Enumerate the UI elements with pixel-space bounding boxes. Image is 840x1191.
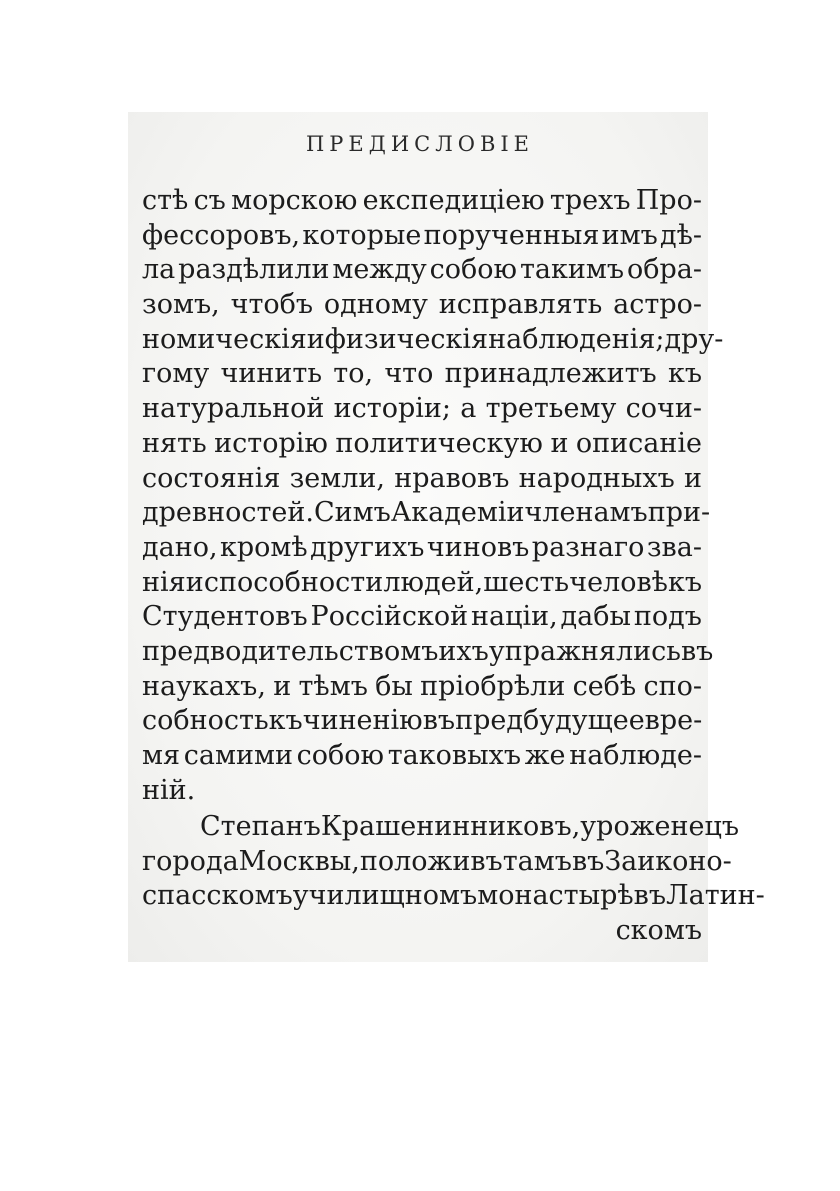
running-header: ПРЕДИСЛОВІЕ — [305, 132, 535, 156]
word: себѣ — [572, 670, 637, 702]
text-line — [142, 288, 702, 323]
word: тѣмъ — [298, 670, 368, 702]
word: експедиціею — [362, 185, 545, 216]
word: собою — [429, 254, 518, 286]
word: фессоровъ, — [142, 219, 301, 251]
word: скомъ — [615, 915, 702, 947]
word: состоянія — [142, 462, 281, 494]
word: мя — [142, 740, 181, 771]
word: съ — [193, 185, 226, 216]
text-line — [142, 253, 702, 288]
text-line — [142, 845, 732, 880]
word: предбудущее — [455, 705, 645, 737]
text-line — [142, 219, 702, 254]
text-line — [142, 704, 702, 739]
text-line — [142, 427, 702, 462]
word: что — [384, 358, 434, 390]
word: а — [460, 393, 477, 425]
text-line — [142, 635, 714, 670]
word: Россійской — [310, 601, 469, 633]
word: обра- — [626, 254, 702, 286]
word: древностей. — [142, 497, 314, 529]
word: порученныя — [423, 219, 600, 251]
text-line — [142, 566, 702, 601]
word: и — [683, 462, 702, 494]
paragraph-1 — [142, 184, 724, 808]
word: между — [332, 254, 427, 286]
word: то, — [333, 358, 374, 390]
word: чинить — [220, 358, 323, 390]
word: Латин- — [666, 880, 765, 912]
word: училищномъ — [292, 880, 478, 912]
word: ихъ — [438, 635, 489, 667]
text-line — [142, 914, 702, 949]
word: дабы — [560, 601, 632, 633]
text-line — [142, 810, 740, 845]
word: которые — [302, 219, 422, 251]
word: разнаго — [531, 531, 645, 563]
word: бы — [375, 670, 413, 702]
word: пріобрѣли — [420, 670, 566, 702]
word: предводительствомъ — [142, 635, 439, 667]
word: подъ — [633, 601, 702, 633]
word: астро- — [613, 289, 702, 321]
word: нія — [142, 566, 186, 598]
word: одному — [323, 289, 428, 321]
word: тамъ — [502, 845, 572, 877]
word: и — [550, 427, 569, 459]
word: человѣкъ — [569, 566, 702, 598]
word: въ — [422, 705, 456, 737]
word: политическую — [335, 427, 543, 459]
text-line — [142, 739, 702, 774]
word: чтобъ — [230, 289, 314, 321]
word: исторіи; — [333, 393, 451, 425]
word: шесть — [483, 566, 570, 598]
word: морскою — [231, 185, 358, 216]
word: номическія — [142, 323, 307, 355]
word: Симъ — [313, 497, 391, 529]
word: принадлежитъ — [444, 358, 657, 390]
text-line — [142, 600, 702, 635]
text-line — [142, 392, 702, 427]
word: Академіи — [390, 497, 525, 529]
paragraph-2 — [142, 810, 765, 949]
word: людей, — [383, 566, 484, 598]
text-line — [142, 323, 724, 358]
word: въ — [680, 635, 714, 667]
word: стѣ — [142, 185, 189, 216]
word: гому — [142, 358, 210, 390]
word: ній. — [142, 774, 196, 806]
word: наукахъ, — [142, 670, 266, 702]
word: собою — [296, 740, 385, 771]
text-line — [142, 531, 702, 566]
word: вре- — [644, 705, 703, 737]
word: въ — [633, 880, 667, 912]
word: Степанъ — [200, 811, 321, 842]
word: исправлять — [438, 289, 603, 321]
word: другихъ — [310, 531, 425, 563]
word: Студентовъ — [142, 601, 308, 633]
word: спасскомъ — [142, 880, 293, 912]
word: положивъ — [359, 845, 503, 877]
word: упражнялись — [488, 635, 681, 667]
word: Москвы, — [238, 845, 360, 877]
word: самими — [183, 740, 293, 771]
text-line — [142, 184, 702, 219]
word: націи, — [470, 601, 558, 633]
word: города — [142, 845, 239, 877]
text-line — [142, 496, 711, 531]
text-line — [142, 670, 702, 705]
word: дру- — [664, 323, 724, 355]
word: Крашенинниковъ, — [320, 811, 581, 842]
word: же — [524, 740, 566, 771]
word: при- — [647, 497, 711, 529]
word: наблюде- — [569, 740, 702, 771]
word: зва- — [646, 531, 702, 563]
word: натуральной — [142, 393, 325, 425]
word: народныхъ — [518, 462, 675, 494]
word: членамъ — [524, 497, 648, 529]
word: трехъ — [549, 185, 631, 216]
word: Заиконо- — [604, 845, 732, 877]
word: чиненію — [302, 705, 423, 737]
text-line — [142, 774, 702, 809]
word: таковыхъ — [387, 740, 521, 771]
word: имъ — [601, 219, 658, 251]
word: ла — [142, 254, 176, 286]
word: физическія — [324, 323, 489, 355]
word: кромѣ — [219, 531, 308, 563]
word: монастырѣ — [477, 880, 634, 912]
word: способности — [203, 566, 384, 598]
word: дано, — [142, 531, 218, 563]
word: наблюденія; — [488, 323, 665, 355]
word: нять — [142, 427, 207, 459]
word: нравовъ — [394, 462, 510, 494]
word: собность — [142, 705, 269, 737]
word: къ — [667, 358, 702, 390]
word: и — [306, 323, 325, 355]
word: дѣ- — [659, 219, 702, 251]
word: и — [185, 566, 204, 598]
word: уроженецъ — [580, 811, 740, 842]
word: зомъ, — [142, 289, 220, 321]
word: такимъ — [519, 254, 625, 286]
word: земли, — [289, 462, 386, 494]
text-line — [142, 462, 702, 497]
word: третьему — [485, 393, 617, 425]
word: и — [273, 670, 292, 702]
word: чиновъ — [426, 531, 530, 563]
word: Про- — [635, 185, 702, 216]
word: сочи- — [625, 393, 702, 425]
word: исторію — [214, 427, 328, 459]
word: спо- — [643, 670, 702, 702]
text-line — [142, 357, 702, 392]
word: описаніе — [575, 427, 702, 459]
word: въ — [571, 845, 605, 877]
word: къ — [268, 705, 303, 737]
word: раздѣлили — [178, 254, 330, 286]
text-line — [142, 879, 765, 914]
